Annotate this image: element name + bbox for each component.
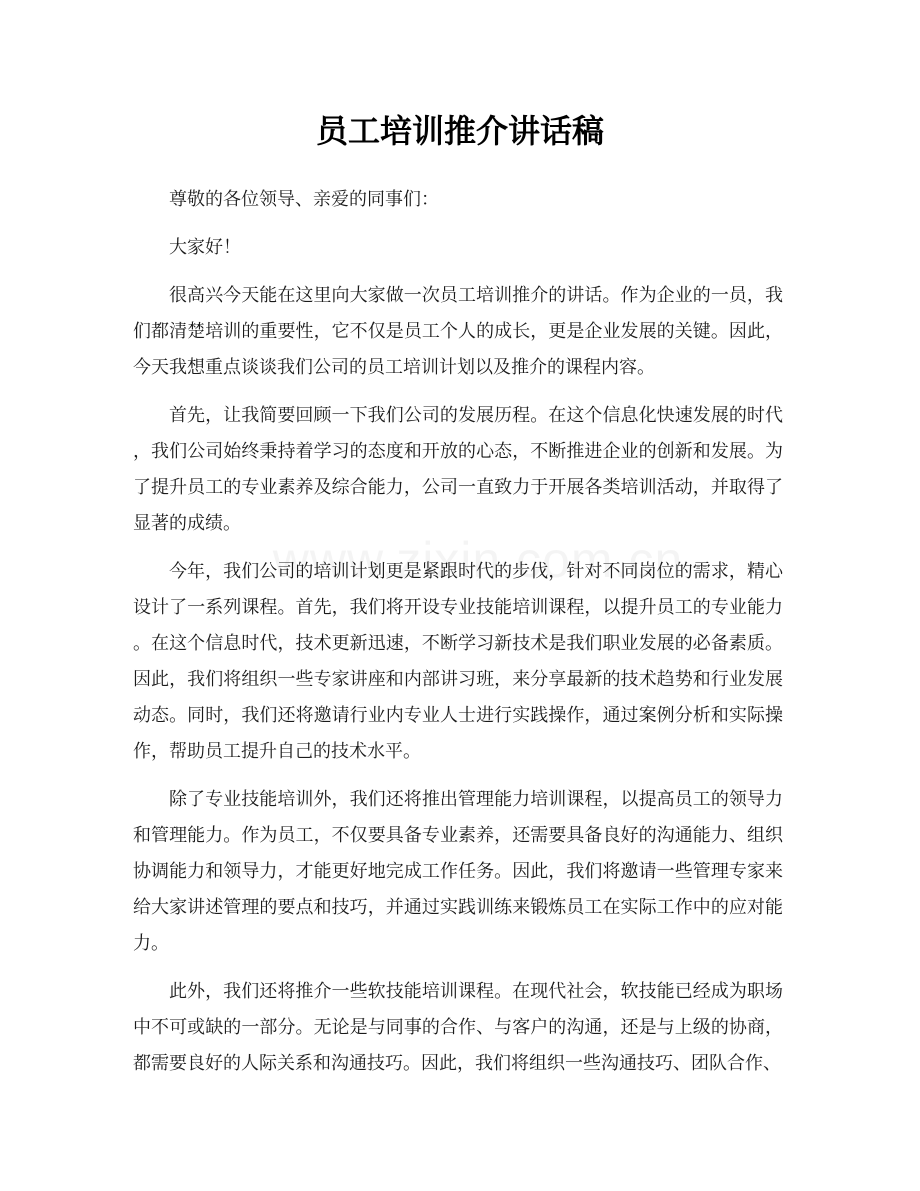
body-paragraph-3: 今年，我们公司的培训计划更是紧跟时代的步伐，针对不同岗位的需求，精心设计了一系列课程。首先，我们将开设专业技能培训课程，以提升员工的专业能力。在这个信息时代，技术更新迅速，不断学习新技术是我们职业发展的必备素质。因此，我们将组织一些专家讲座和内部讲习班，来分享最新的技术趋势和行业发展动态。同时，我们还将邀请行业内专业人士进行实践操作，通过案例分析和实际操作，帮助员工提升自己的技术水平。 — [133, 561, 783, 762]
body-paragraph-5: 此外，我们还将推介一些软技能培训课程。在现代社会，软技能已经成为职场中不可或缺的一部分。无论是与同事的合作、与客户的沟通，还是与上级的协商，都需要良好的人际关系和沟通技巧。因此，我们将组织一些沟通技巧、团队合作、 — [133, 981, 783, 1074]
body-paragraph-2: 首先，让我简要回顾一下我们公司的发展历程。在这个信息化快速发展的时代，我们公司始终秉持着学习的态度和开放的心态，不断推进企业的创新和发展。为了提升员工的专业素养及综合能力，公司一直致力于开展各类培训活动，并取得了显著的成绩。 — [133, 405, 783, 534]
body-paragraph-1: 很高兴今天能在这里向大家做一次员工培训推介的讲话。作为企业的一员，我们都清楚培训的重要性，它不仅是员工个人的成长，更是企业发展的关键。因此，今天我想重点谈谈我们公司的员工培训计划以及推介的课程内容。 — [133, 285, 783, 378]
salutation: 尊敬的各位领导、亲爱的同事们： — [169, 189, 439, 210]
greeting: 大家好！ — [169, 237, 241, 258]
document-title: 员工培训推介讲话稿 — [315, 112, 604, 150]
document-body — [133, 182, 783, 1094]
body-paragraph-4: 除了专业技能培训外，我们还将推出管理能力培训课程，以提高员工的领导力和管理能力。作为员工，不仅要具备专业素养，还需要具备良好的沟通能力、组织协调能力和领导力，才能更好地完成工作任务。因此，我们将邀请一些管理专家来给大家讲述管理的要点和技巧，并通过实践训练来锻炼员工在实际工作中的应对能力。 — [133, 789, 783, 954]
